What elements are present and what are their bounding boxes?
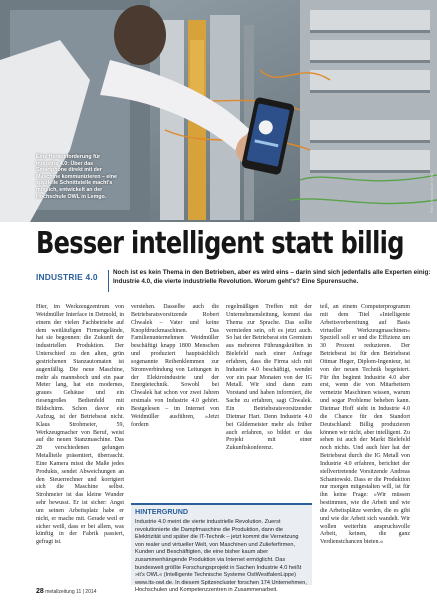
body-column-1 — [36, 304, 124, 547]
body-text: verstehen. Dasselbe auch die Betriebsratsvorsitzende Robert Chwalek – Vater und keine Knopfdruckmaschinen. Das Familienunternehmen Weidmüller beschäftigt knapp 1800 Menschen und produziert hauptsächlich sogenannte Reihenklemmen zur Stromverbindung von Leitungen in der Elektroindustrie und der Energietechnik. Sowohl bei Chwalek hat schon vor zwei Jahren erstmals von Industrie 4.0 gehört. Bestgelesen – im Internet von Weidmüller ausführen, »Jetzt fordern — [131, 304, 219, 428]
article-lead: Noch ist es kein Thema in den Betrieben, aber es wird eins – darin sind sich jedenfalls alle Experten einig: Industrie 4.0, die vierte industrielle Revolution. Worum geht's? Eine Spurensuche. — [113, 269, 431, 285]
body-text: teil, an einem Computerprogramm mit dem Titel »Intelligente Arbeitsvorbereitung auf Basis virtueller Werkzeugmaschinen« Speziell soll er und die Effizienz um 30 Prozent reduzieren. Der Betriebsrat ist für den Betriebsrat Ottmar Heger, Diplom-Ingenieur, ist von der neuen Technik begeistert. Für ihn beginnt Industrie 4.0 aber erst, wenn die von Mitarbeitern vernetzte Maschinen wissen, warum und sogar Probleme beheben kann. Dietmar Hoff sieht in Industrie 4.0 die Chance für den Standort Deutschland: Billig produzieren können wir nicht, aber intelligent. Zu sehen ist auch der Markt Bielefeld noch nichts. Und auch hier hat der Betriebsrat durch die IG Metall von Industrie 4.0 erfahren, berichtet der stellvertretende Vorsitzende Andreas Schantowski. Dass er die Produktion nur morgen mitgestalten will, ist für ihn keine Frage: »Wir müssen bestimmen, wie die Arbeit und wie die Arbeitsplätze werden, die es gibt und wie die Arbeit sich wandelt. Wir wollen weiterhin anspruchsvolle Arbeit, keinen, die ganz Verdienstchancen bieten.« — [320, 304, 410, 546]
body-column-2 — [131, 304, 219, 430]
infobox-text: Industrie 4.0 meint die vierte industrielle Revolution. Zuerst revolutionierte die Dampfmaschine die Produktion, dann die Elektrizität und später die IT-Technik – jetzt kommt die Vernetzung von realer und virtueller Welt, von Maschinen und Zulieferfirmen, Kunden und Beschäftigten, die eine bisher kaum aber zusammenhängende Produktion via Internet ermöglicht. Das bundesweit größte Forschungsprojekt in Sachen Industrie 4.0 heißt »it's OWL« (Intelligente Technische Systeme OstWestfalenLippe) www.its-owl.de. In diesem Spitzencluster forschen 174 Unternehmen, Hochschulen und Kompetenzzentren in Zusammenarbeit. — [135, 519, 307, 594]
article-kicker: INDUSTRIE 4.0 — [36, 272, 98, 282]
photo-credit: Foto: Hochschule OWL — [429, 172, 434, 214]
body-column-4 — [320, 304, 410, 547]
photo-caption: Eine Herausforderung für Industrie 4.0: Über das Smartphone direkt mit der Maschine kommunizieren – eine spezielle Schnittstelle macht's möglich, entwickelt an der Hochschule OWL in Lemgo. — [36, 154, 117, 200]
body-column-3 — [226, 304, 312, 453]
background-infobox — [131, 503, 312, 594]
kicker-divider — [108, 270, 109, 292]
infobox-accent-bar — [131, 503, 312, 505]
body-text: regelmäßigen Treffen mit der Unternehmensleitung, kommt das Thema zur Sprache. Das sollte vermieden sein, oft es jetzt auch. So hat der Betriebsrat ein Gremium aus mehreren Führungskräften in Bielefeld nach einer Anfrage erfahren, dass die Firma sich mit Industrie 4.0 beschäftigt, wendet vor ein paar Monaten von der IG Metall. Wir sind dann zum Vorstand und haben informiert, die Sache zu erfahren, sagt Chwalek. Ein Betriebsratsvorsitzender Dietmar Hart. Denn Industrie 4.0 bei Gildemeister mehr als früher auch erfahren, so bildet er das Projekt mit einer Zukunftskonferenz. — [226, 304, 312, 452]
infobox-title: HINTERGRUND — [135, 507, 189, 516]
article-headline: Besser intelligent statt billig — [36, 226, 404, 261]
page-number: 28 — [36, 588, 44, 595]
page-footer — [36, 588, 96, 595]
issue-label: metallzeitung 11 | 2014 — [45, 589, 97, 595]
article-photo — [0, 0, 437, 222]
body-text: Hier, im Werkzeugzentrum von Weidmüller Interface in Detmold, in einem der vielen Fachbetriebe auf dem weitläufigen Firmengelände, hat sie begonnen: die Zukunft der industriellen Produktion. Der Unterschied zu den alten, grün gestrichenen Stanzautomaten ist augenfällig. Die neue Maschine, mehr als mannshoch und ein paar Meter lang, hat ein modernes, graues Gehäuse und ein riesengroßes Bedienfeld mit Bildschirm. Schon davor ein Aufzug, ist der Betriebsrat nicht. Klaus Strohmeier, 59, Werkzeugmacher von Beruf, weist auf die neuen Stanzmaschine. Das 28 verschiedenen gelungen Metallteile präsentiert, überrascht. Eine Kamera misst die Maße jedes Produkts, sendet Abweichungen an den Steuerrechner und korrigiert sich die Maschine selbst. Strohmeier ist das kleine Wunder sehr bewusst. Er ist sicher: Angst um seinen Arbeitsplatz habe er nicht, er mache mit. Gerade weil er sicher weiß, dass er bei allem, was künftig in der Fabrik passiert, gefragt ist. — [36, 304, 124, 546]
